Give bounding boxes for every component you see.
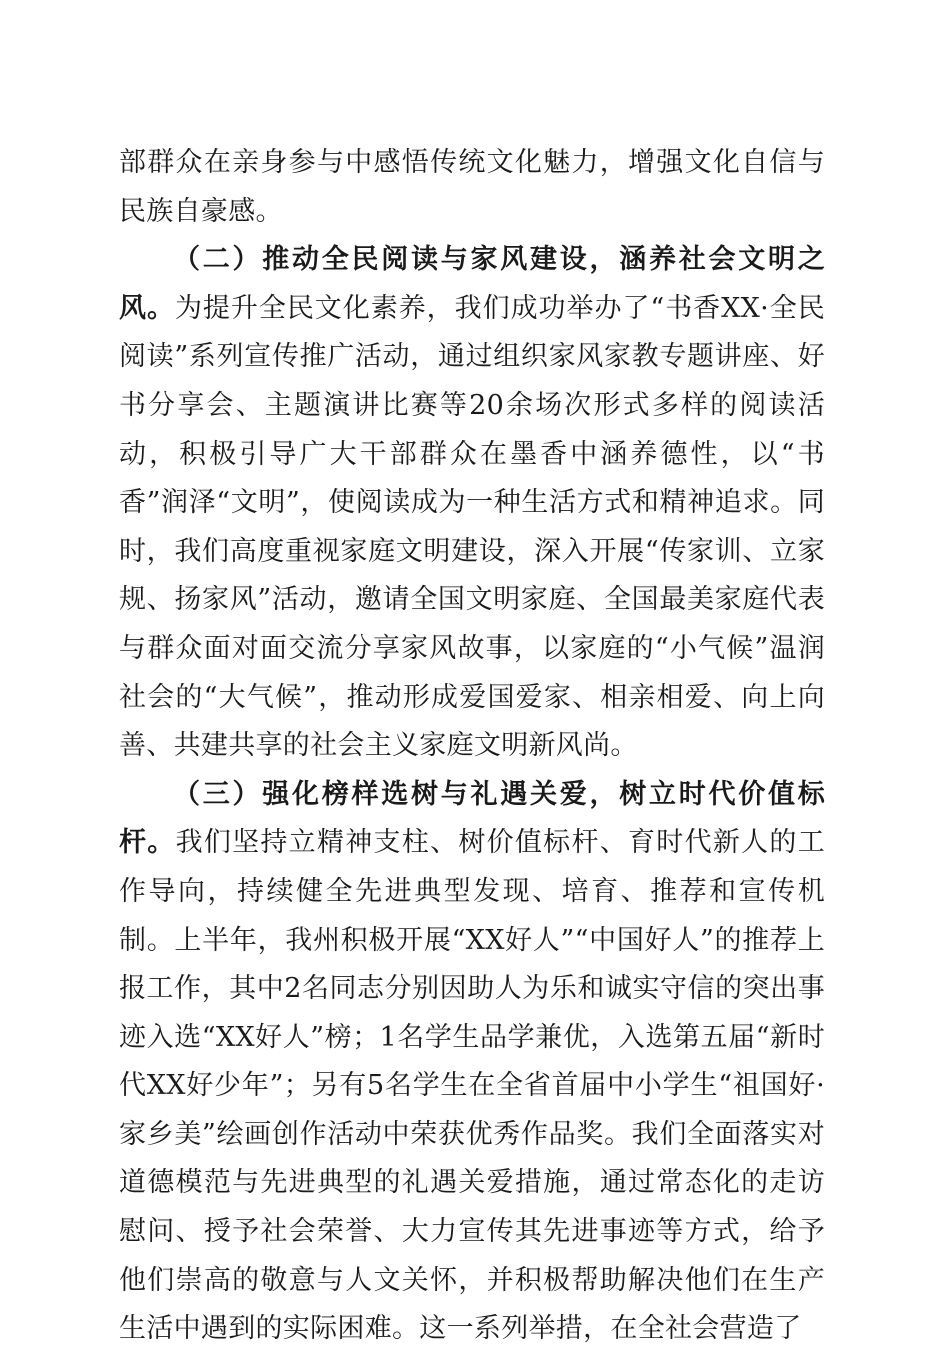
paragraph-continuation [119, 139, 825, 236]
paragraph-body: 部群众在亲身参与中感悟传统文化魅力，增强文化自信与民族自豪感。 [119, 147, 825, 227]
paragraph-body: 我们坚持立精神支柱、树价值标杆、育时代新人的工作导向，持续健全先进典型发现、培育、推荐和宣传机制。上半年，我州积极开展“XX好人”“中国好人”的推荐上报工作，其中2名同志分别因助人为乐和诚实守信的突出事迹入选“XX好人”榜；1名学生品学兼优，入选第五届“新时代XX好少年”；另有5名学生在全省首届中小学生“祖国好·家乡美”绘画创作活动中荣获优秀作品奖。我们全面落实对道德模范与先进典型的礼遇关爱措施，通过常态化的走访慰问、授予社会荣誉、大力宣传其先进事迹等方式，给予他们崇高的敬意与人文关怀，并积极帮助解决他们在生产生活中遇到的实际困难。这一系列举措，在全社会营造了 [119, 827, 825, 1345]
section-heading: （三）强化榜样选树与礼遇关爱，树立时代价值标杆。 [119, 778, 825, 859]
paragraph-role-models [119, 771, 825, 1354]
document-body [119, 139, 825, 1354]
section-heading: （二）推动全民阅读与家风建设，涵养社会文明之风。 [119, 244, 825, 324]
paragraph-reading-family [119, 236, 825, 771]
paragraph-body: 为提升全民文化素养，我们成功举办了“书香XX·全民阅读”系列宣传推广活动，通过组织家风家教专题讲座、好书分享会、主题演讲比赛等20余场次形式多样的阅读活动，积极引导广大干部群众在墨香中涵养德性，以“书香”润泽“文明”，使阅读成为一种生活方式和精神追求。同时，我们高度重视家庭文明建设，深入开展“传家训、立家规、扬家风”活动，邀请全国文明家庭、全国最美家庭代表与群众面对面交流分享家风故事，以家庭的“小气候”温润社会的“大气候”，推动形成爱国爱家、相亲相爱、向上向善、共建共享的社会主义家庭文明新风尚。 [119, 292, 826, 762]
